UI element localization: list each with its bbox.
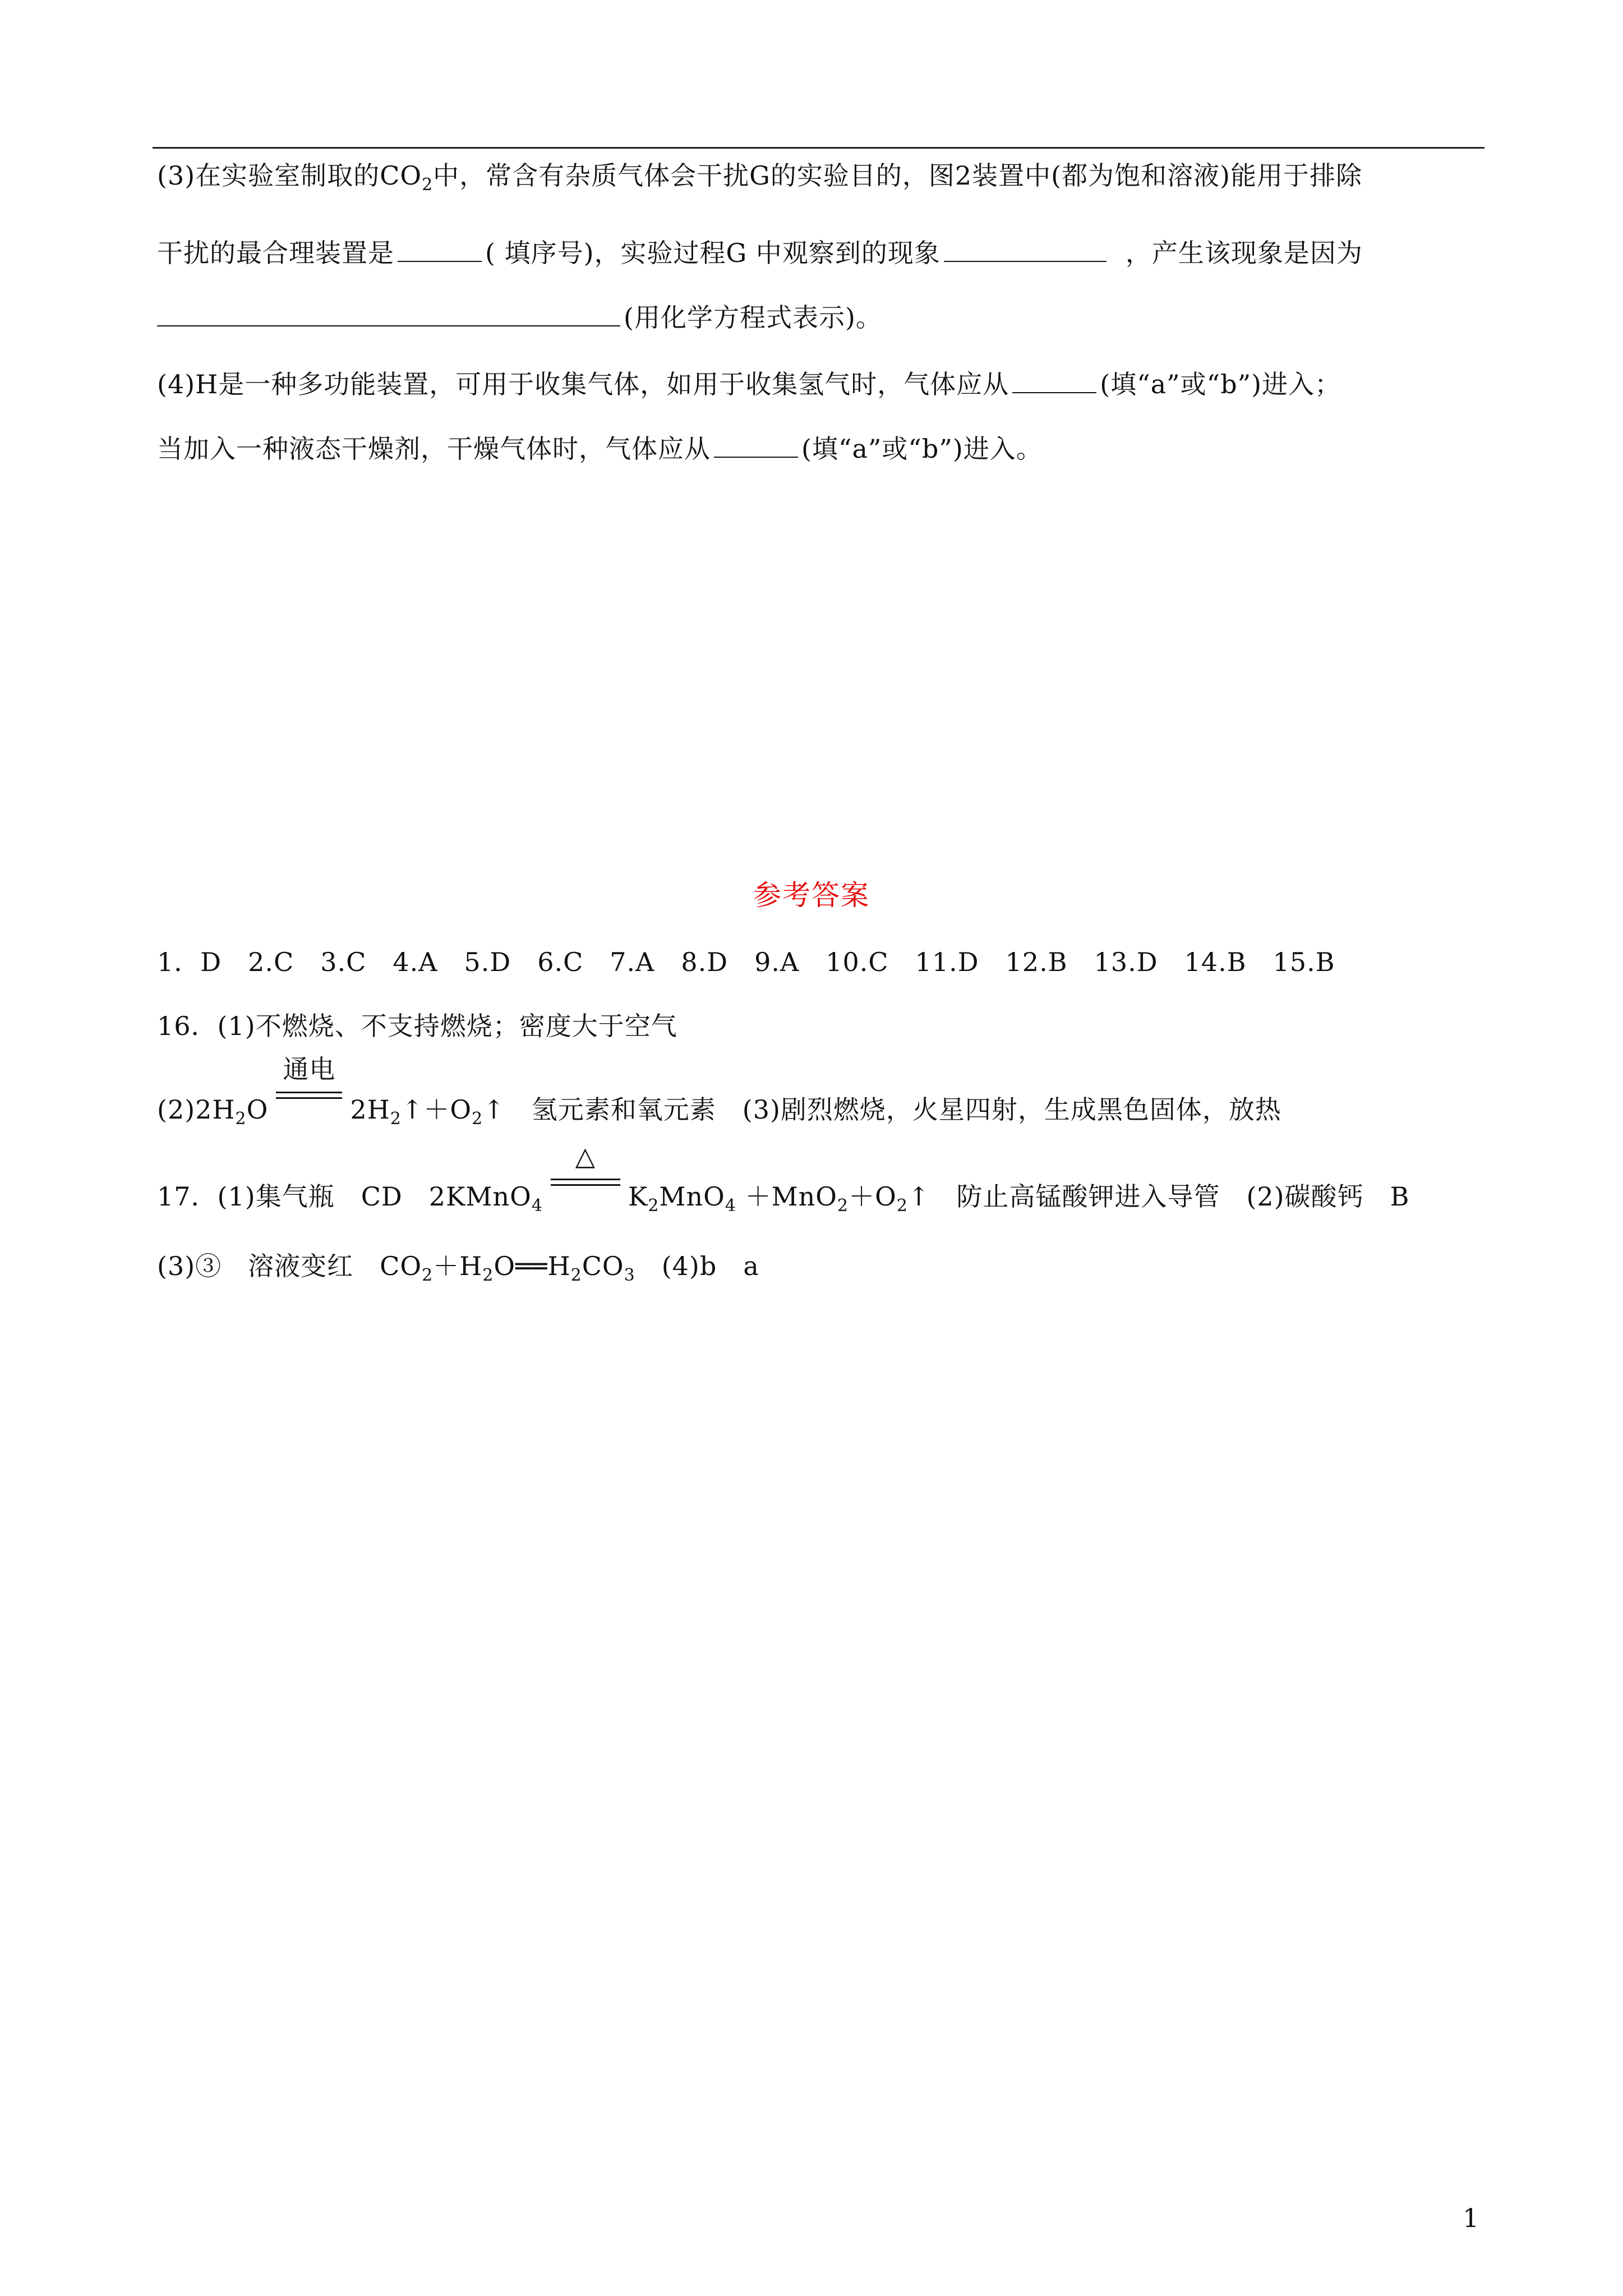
answer-17-line-1: 17．(1)集气瓶 CD 2KMnO$_4$ △ $K_2MnO_4$ $+MnO_2+O_2↑$ 防止高锰酸钾进入导管 (2)碳酸钙 B <box>157 1172 1409 1213</box>
question-4-line-2: 当加入一种液态干燥剂，干燥气体时，气体应从 (填“a”或“b”)进入。 <box>157 432 1043 466</box>
question-3-line-3: (用化学方程式表示)。 <box>157 301 882 334</box>
answers-title: 参考答案 <box>753 879 870 912</box>
reaction-condition-heat <box>551 1141 620 1205</box>
answer-blank-drying-inlet[interactable] <box>714 432 798 458</box>
header-rule <box>153 147 1484 149</box>
page-number: 1 <box>1463 2203 1479 2233</box>
reaction-condition-electrolysis <box>276 1054 342 1119</box>
answer-16-line-1: 16．(1)不燃烧、不支持燃烧；密度大于空气 <box>157 1011 677 1041</box>
answer-blank-phenomenon[interactable] <box>944 236 1106 262</box>
answer-blank-device[interactable] <box>398 236 482 262</box>
answer-16-line-2: $(2)2H_2O$ 通电 $2H_2↑+O_2↑$ 氢元素和氧元素 (3)剧烈燃烧，火星四射，生成黑色固体，放热 <box>157 1085 1281 1126</box>
condition-label-electricity: 通电 <box>283 1054 336 1084</box>
answer-17-line-2: (3)③ 溶液变红 $CO_2+H_2O══H_2CO_3$ (4)b a <box>157 1251 759 1285</box>
answer-blank-hydrogen-inlet[interactable] <box>1012 367 1096 393</box>
question-3-line-1: (3)在实验室制取的$CO_2$中，常含有杂质气体会干扰G的实验目的，图2装置中(都为饱和溶液)能用于排除 <box>157 160 1363 195</box>
heat-triangle-icon: △ <box>575 1141 596 1171</box>
question-3-line-2: 干扰的最合理装置是 ( 填序号)，实验过程G 中观察到的现象 ，产生该现象是因为 <box>157 236 1363 270</box>
answer-blank-equation[interactable] <box>157 301 620 326</box>
question-4-line-1: (4)H是一种多功能装置，可用于收集气体，如用于收集氢气时，气体应从 (填“a”或“b”)进入； <box>157 367 1341 401</box>
answers-multiple-choice: 1．D 2.C 3.C 4.A 5.D 6.C 7.A 8.D 9.A 10.C 11.D 12.B 13.D 14.B 15.B <box>157 947 1335 977</box>
